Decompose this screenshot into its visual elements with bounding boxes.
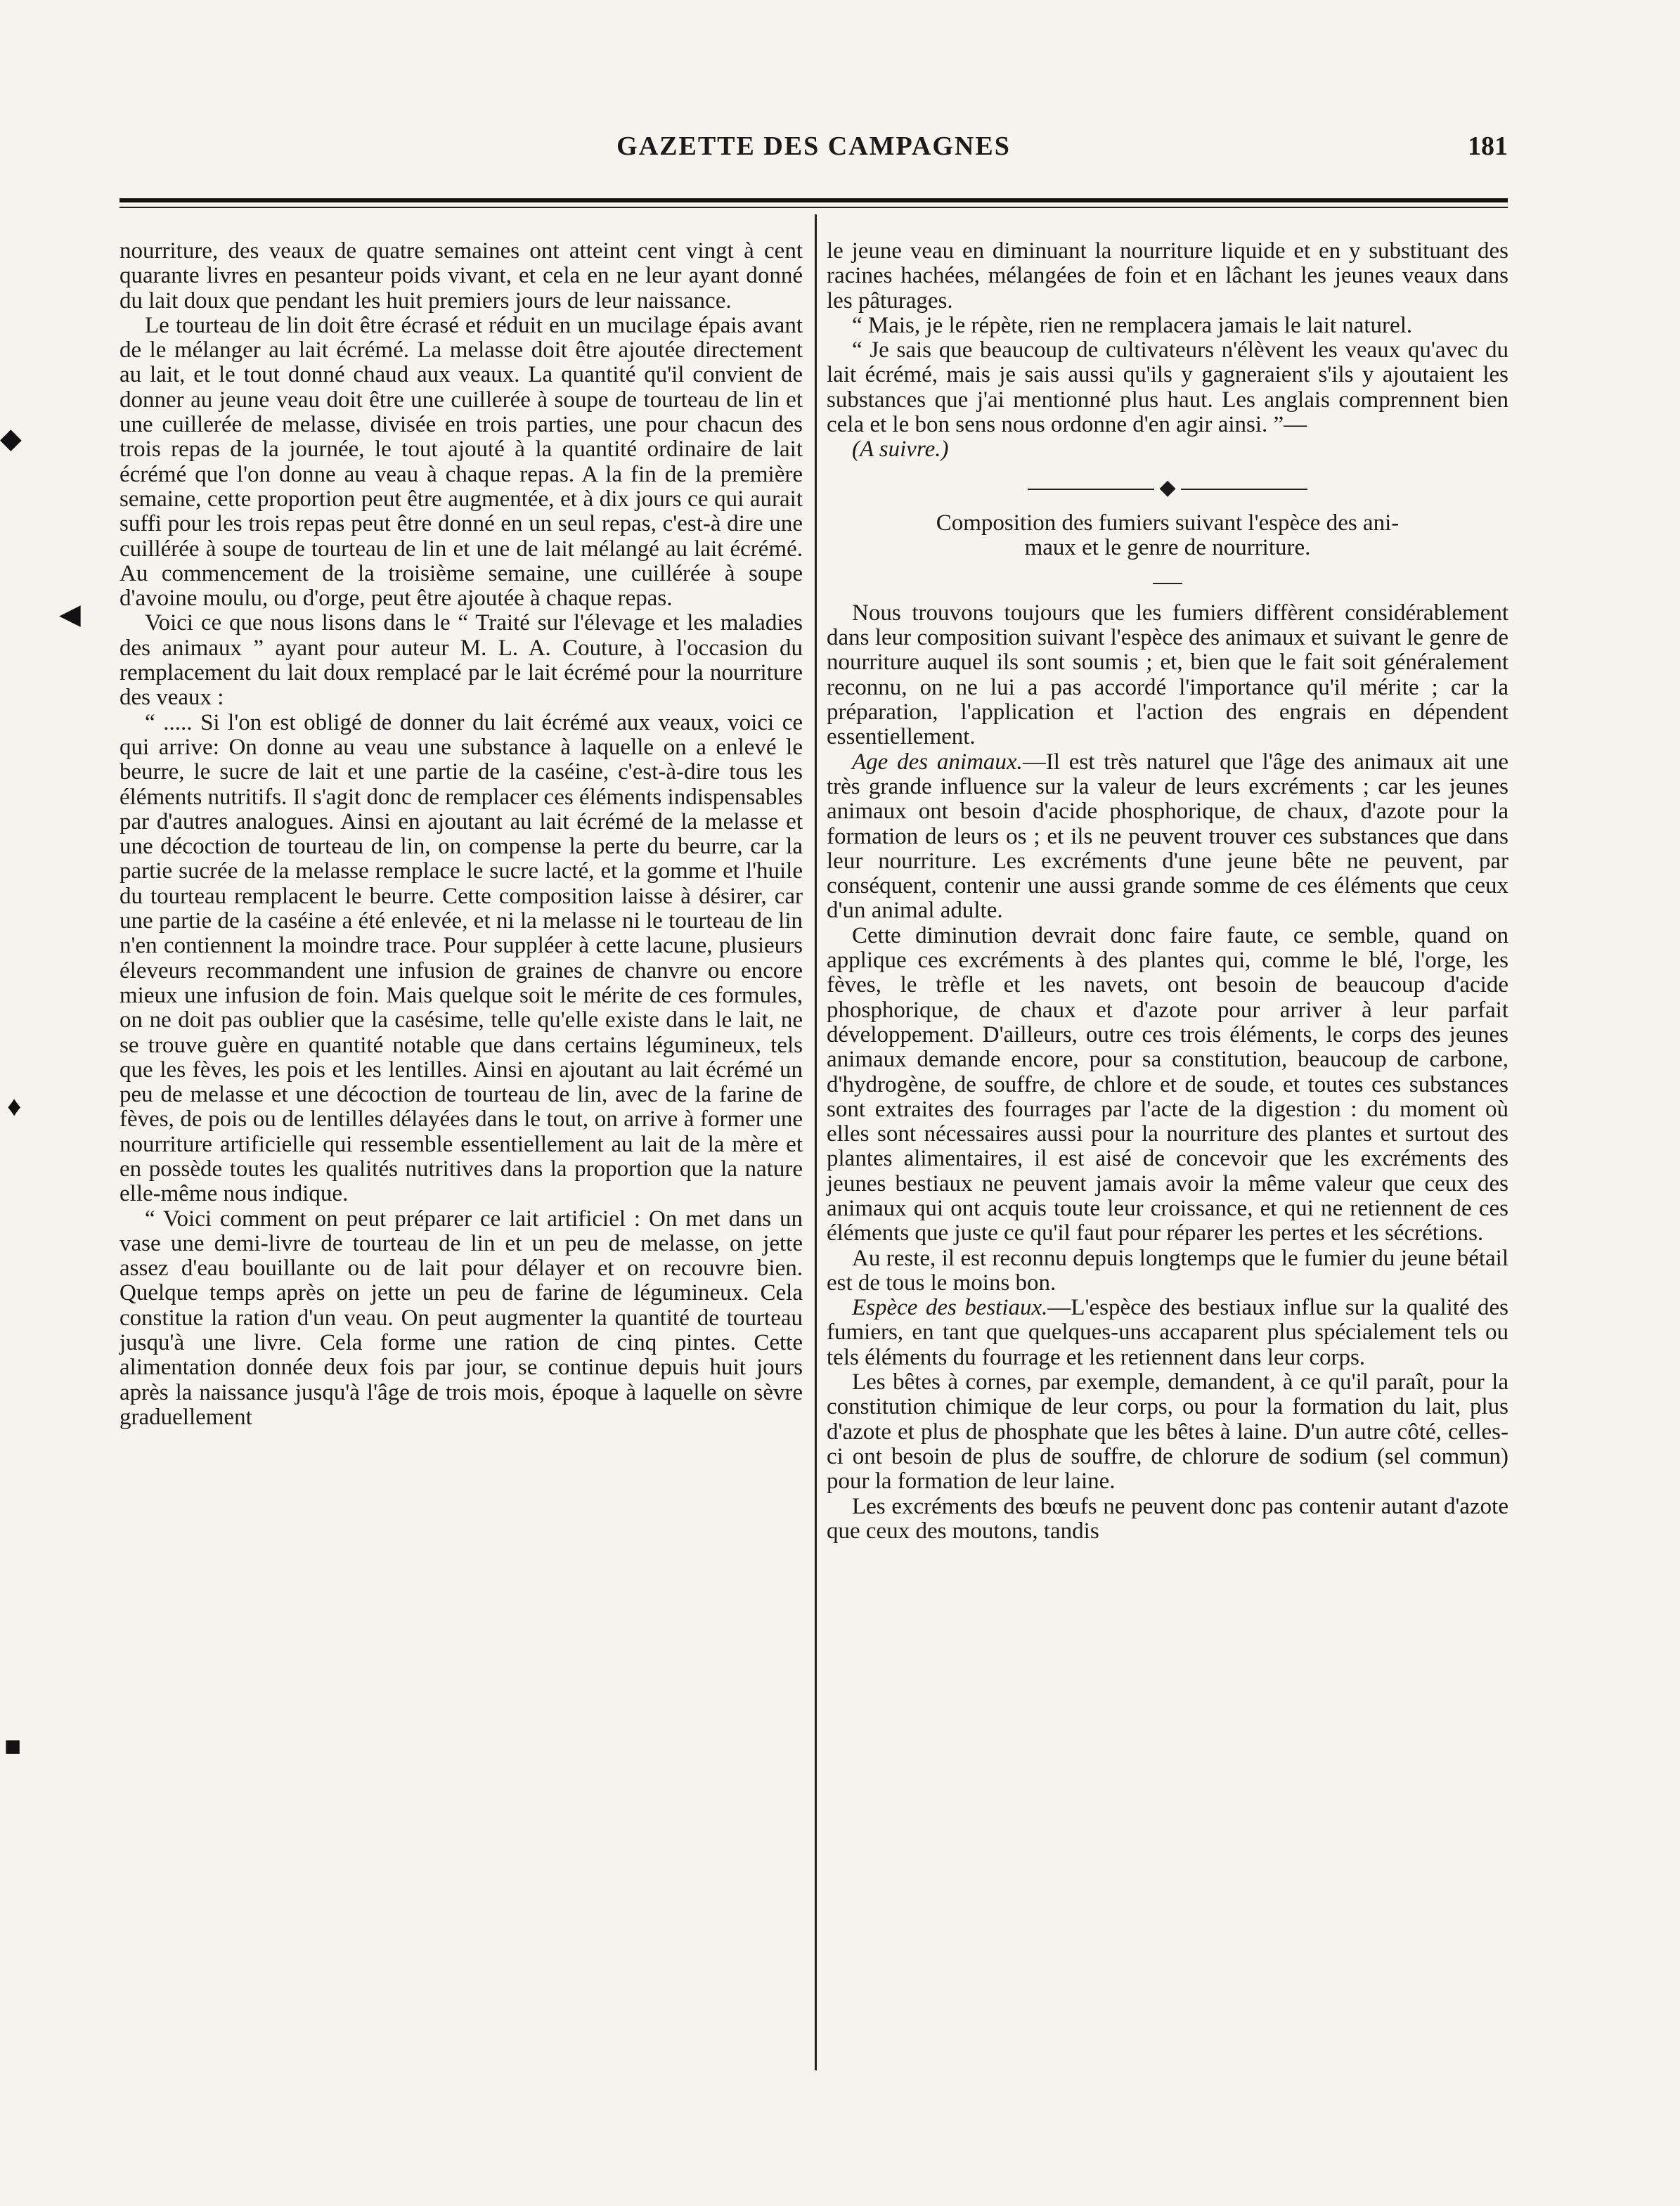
paragraph: Cette diminution devrait donc faire faute, ce semble, quand on applique ces excréments à des plantes qui, comme le blé, l'orge, les fèves, le trèfle et les navets, ont besoin de beaucoup d'acide phosphorique, de chaux et d'azote pour arriver à leur parfait développement. D'ailleurs, outre ces trois éléments, le corps des jeunes animaux demande encore, pour sa constitution, beaucoup de carbone, d'hydrogène, de souffre, de chlore et de soude, et toutes ces substances sont extraites des fourrages par l'acte de la digestion : du moment où elles sont nécessaires aussi pour la nourriture des plantes et surtout des plantes alimentaires, il est aisé de concevoir que les excréments des jeunes bestiaux ne peuvent jamais avoir la même valeur que ceux des animaux qui ont acquis toute leur croissance, et qui ne retiennent de ces éléments que juste ce qu'il faut pour réparer les pertes et les sécrétions. <box>827 922 1508 1246</box>
paragraph: Voici ce que nous lisons dans le “ Traité sur l'élevage et les maladies des animaux ” ayant pour auteur M. L. A. Couture, à l'occasion du remplacement du lait doux remplacé par le lait écrémé pour la nourriture des veaux : <box>119 610 803 711</box>
paragraph: Le tourteau de lin doit être écrasé et réduit en un mucilage épais avant de le mélanger au lait écrémé. La melasse doit être ajoutée directement au lait, et le tout donné chaud aux veaux. La quantité qu'il convient de donner au jeune veau doit être une cuillerée à soupe de tourteau de lin et une cuillerée de melasse, divisée en trois parties, une pour chacun des trois repas de la journée, le tout ajouté à la quantité ordinaire de lait écrémé que l'on donne au veau à chaque repas. A la fin de la première semaine, cette proportion peut être augmentée, et à dix jours ce qui aurait suffi pour les trois repas peut être donné en un seul repas, c'est-à dire une cuillérée à soupe de tourteau de lin et une de lait mélangé au lait écrémé. Au commencement de la troisième semaine, une cuillérée à soupe d'avoine moulu, ou d'orge, peut être ajoutée à chaque repas. <box>119 312 803 612</box>
paragraph: Espèce des bestiaux.—L'espèce des bestiaux influe sur la qualité des fumiers, en tant que quelques-uns accaparent plus spécialement tels ou tels éléments du fourrage et les retiennent dans leur corps. <box>827 1295 1509 1370</box>
margin-smudge-icon: ◆ <box>0 423 22 454</box>
header-rule-thick <box>119 198 1508 202</box>
page-number: 181 <box>1468 131 1508 161</box>
paragraph: Au reste, il est reconnu depuis longtemps que le fumier du jeune bétail est de tous le moins bon. <box>827 1245 1508 1296</box>
paragraph: “ ..... Si l'on est obligé de donner du lait écrémé aux veaux, voici ce qui arrive: On donne au veau une substance à laquelle on a enlevé le beurre, le sucre de lait et une partie de la caséine, c'est-à-dire tous les éléments nutritifs. Il s'agit donc de remplacer ces éléments indispensables par d'autres analogues. Ainsi en ajoutant au lait écrémé de la melasse et une décoction de tourteau de lin, on compense la perte du beurre, car la partie sucrée de la melasse remplace le sucre lacté, et la gomme et l'huile du tourteau remplacent le beurre. Cette composition laisse à désirer, car une partie de la caséine a été enlevée, et ni la melasse ni le tourteau de lin n'en contiennent la moindre trace. Pour suppléer à cette lacune, plusieurs éleveurs recommandent une infusion de graines de chanvre ou encore mieux une infusion de foin. Mais quelque soit le mérite de ces formules, on ne doit pas oublier que la casésime, telle qu'elle existe dans le lait, ne se trouve guère en quantité notable que dans certains légumineux, tels que les fèves, les pois et les lentilles. Ainsi en ajoutant au lait écrémé un peu de melasse et une décoction de tourteau de lin, avec de la farine de fèves, de pois ou de lentilles délayées dans le tout, on arrive à former une nourriture artificielle qui ressemble essentiellement au lait de la mère et en possède toutes les qualités nutritives dans la proportion que la nature elle-même nous indique. <box>119 709 803 1207</box>
section-title <box>827 511 1508 561</box>
paragraph: le jeune veau en diminuant la nourriture liquide et en y substituant des racines hachées, mélangées de foin et en lâchant les jeunes veaux dans les pâturages. <box>827 238 1508 314</box>
paragraph: Nous trouvons toujours que les fumiers diffèrent considérablement dans leur composition suivant l'espèce des animaux et suivant le genre de nourriture auquel ils sont soumis ; et, bien que le fait soit généralement reconnu, on ne lui a pas accordé l'importance qu'il mérite ; car la préparation, l'application et l'action des engrais en dépendent essentiellement. <box>827 600 1508 750</box>
paragraph: nourriture, des veaux de quatre semaines ont atteint cent vingt à cent quarante livres en pesanteur poids vivant, et cela en ne leur ayant donné du lait doux que pendant les huit premiers jours de leur naissance. <box>119 238 803 314</box>
paragraph-lead: Age des animaux. <box>852 749 1023 775</box>
section-title-line: maux et le genre de nourriture. <box>1024 535 1311 561</box>
paragraph: Les excréments des bœufs ne peuvent donc pas contenir autant d'azote que ceux des moutons, tandis <box>827 1493 1508 1544</box>
column-divider <box>815 214 817 2070</box>
right-column <box>827 239 1508 1544</box>
page-header <box>119 131 1508 173</box>
paragraph: Les bêtes à cornes, par exemple, demandent, à ce qu'il paraît, pour la constitution chimique de leur corps, ou pour la formation du lait, plus d'azote et plus de phosphate que les bêtes à laine. D'un autre côté, celles-ci ont besoin de plus de souffre, de chlorure de sodium (sel commun) pour la formation de leur laine. <box>827 1369 1508 1495</box>
title-underline <box>827 565 1508 590</box>
section-separator: ◆ <box>827 475 1508 500</box>
paragraph: Age des animaux.—Il est très naturel que l'âge des animaux ait une très grande influence sur la valeur de leurs excréments ; car les jeunes animaux ont besoin d'acide phosphorique, de chaux, d'azote pour la formation de leurs os ; et ils ne peuvent trouver ces substances que dans leur nourriture. Les excréments d'une jeune bête ne peuvent, par conséquent, contenir une aussi grande somme de ces éléments que ceux d'un animal adulte. <box>827 749 1508 924</box>
header-rule-thin <box>119 207 1508 208</box>
paragraph: “ Je sais que beaucoup de cultivateurs n'élèvent les veaux qu'avec du lait écrémé, mais je sais aussi qu'ils y gagneraient s'ils y ajoutaient les substances que j'ai mentionné plus haut. Les anglais comprennent bien cela et le bon sens nous ordonne d'en agir ainsi. ”— <box>827 337 1508 438</box>
section-title-line: Composition des fumiers suivant l'espèce des ani- <box>936 510 1400 536</box>
to-follow-note: (A suivre.) <box>852 437 949 463</box>
margin-blot-icon: ■ <box>4 1730 22 1762</box>
running-title: GAZETTE DES CAMPAGNES <box>616 131 1011 161</box>
left-column <box>119 239 803 1430</box>
margin-arrow-icon: ◀ <box>59 598 81 630</box>
margin-mark-icon: ♦ <box>7 1090 22 1122</box>
paragraph-lead: Espèce des bestiaux. <box>852 1295 1048 1321</box>
paragraph: “ Voici comment on peut préparer ce lait artificiel : On met dans un vase une demi-livre de tourteau de lin et un peu de melasse, on jette assez d'eau bouillante ou de lait pour délayer et on recouvre bien. Quelque temps après on jette un peu de farine de légumineux. Cela constitue la ration d'un veau. On peut augmenter la quantité de tourteau jusqu'à une livre. Cela forme une ration de cinq pintes. Cette alimentation donnée deux fois par jour, se continue depuis huit jours après la naissance jusqu'à l'âge de trois mois, époque à laquelle on sèvre graduellement <box>119 1206 803 1430</box>
paragraph: “ Mais, je le répète, rien ne remplacera jamais le lait naturel. <box>852 312 1413 338</box>
